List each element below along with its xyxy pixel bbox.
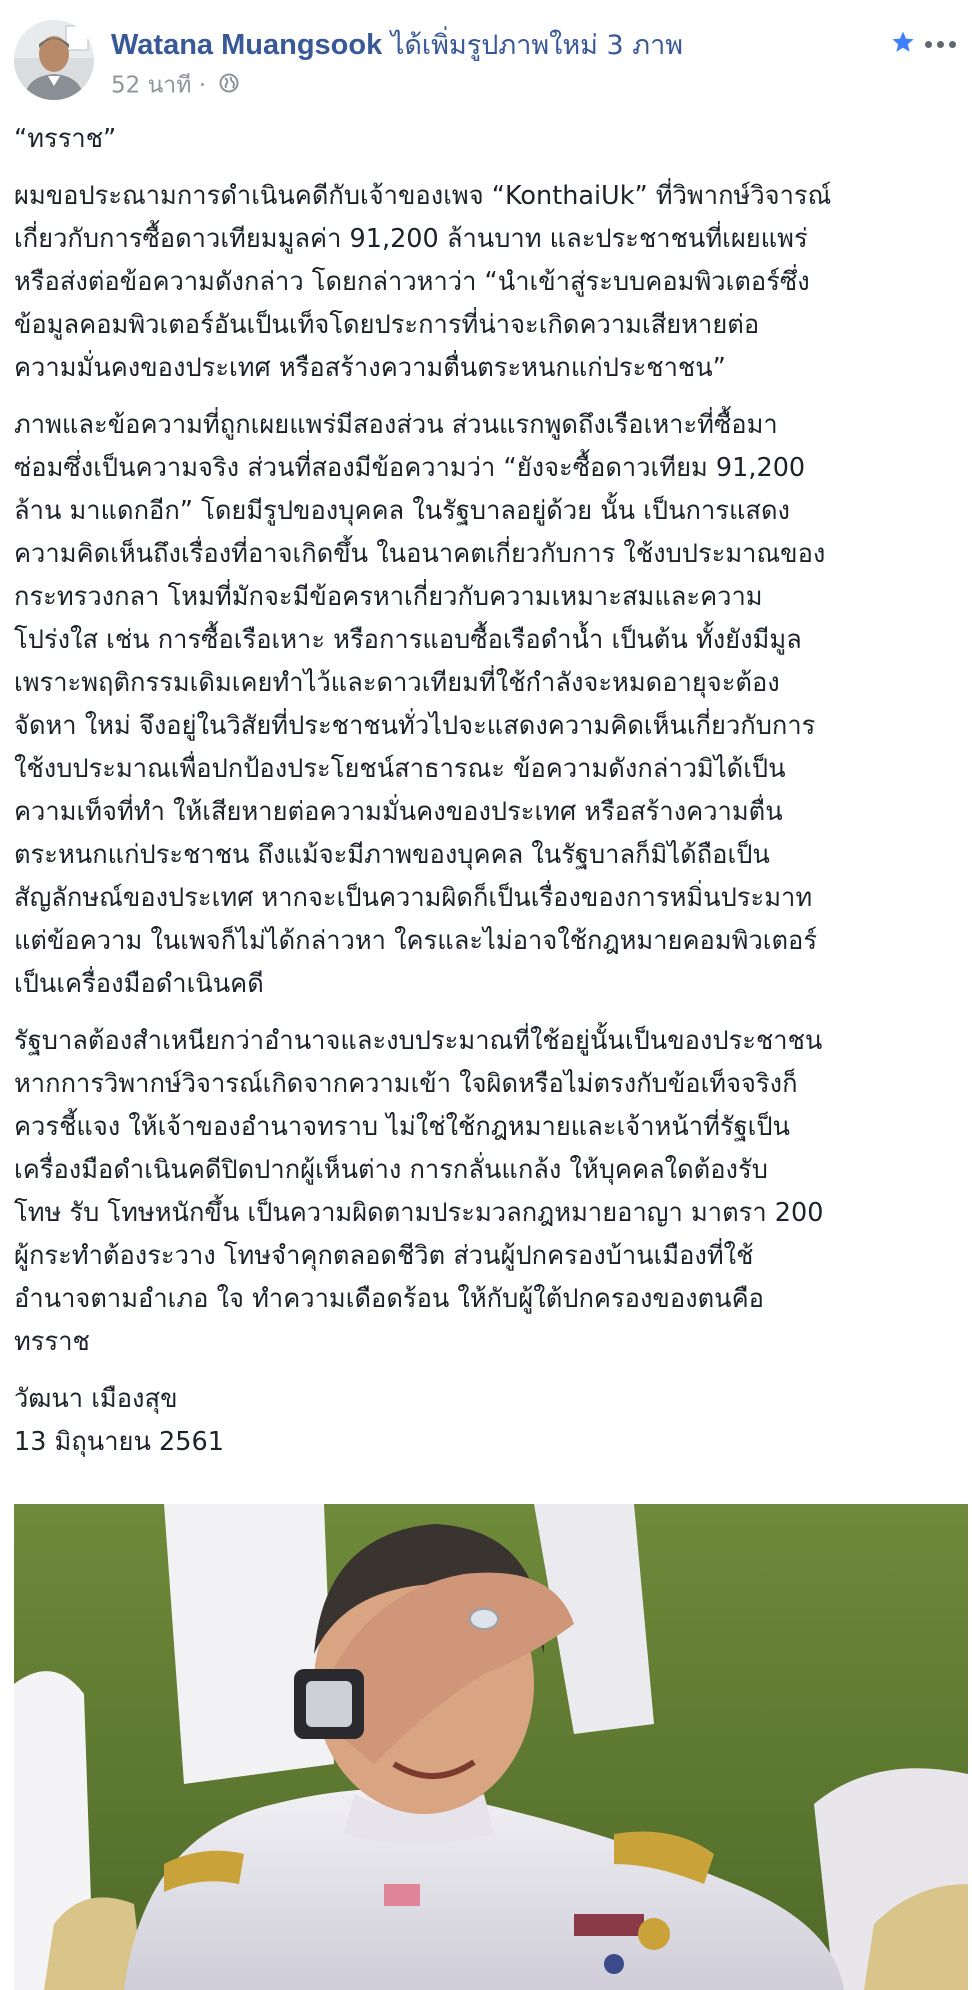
more-options-icon[interactable] — [923, 24, 958, 64]
post-body — [14, 118, 964, 1464]
post-paragraph-1: ผมขอประณามการดำเนินคดีกับเจ้าของเพจ “KonthaiUk” ที่วิพากษ์วิจารณ์ เกี่ยวกับการซื้อดาวเทียมมูลค่า 91,200 ล้านบาท และประชาชนที่เผยแพร่ หรือส่งต่อข้อความดังกล่าว โดยกล่าวหาว่า “นำเข้าสู่ระบบคอมพิวเตอร์ซึ่ง ข้อมูลคอมพิวเตอร์อันเป็นเท็จโดยประการที่น่าจะเกิดความเสียหายต่อ ความมั่นคงของประเทศ หรือสร้างความตื่นตระหนกแก่ประชาชน” — [14, 181, 832, 383]
post-paragraph-2: ภาพและข้อความที่ถูกเผยแพร่มีสองส่วน ส่วนแรกพูดถึงเรือเหาะที่ซื้อมา ซ่อมซึ่งเป็นความจริง ส่วนที่สองมีข้อความว่า “ยังจะซื้อดาวเทียม 91,200 ล้าน มาแดกอีก” โดยมีรูปของบุคคล ในรัฐบาลอยู่ด้วย นั้น เป็นการแสดง ความคิดเห็นถึงเรื่องที่อาจเกิดขึ้น ในอนาคตเกี่ยวกับการ ใช้งบประมาณของ กระทรวงกลา โหมที่มักจะมีข้อครหาเกี่ยวกับความเหมาะสมและความ โปร่งใส เช่น การซื้อเรือเหาะ หรือการแอบซื้อเรือดำน้ำ เป็นต้น ทั้งยังมีมูล เพราะพฤติกรรมเดิมเคยทำไว้และดาวเทียมที่ใช้กำลังจะหมดอายุจะต้อง จัดหา ใหม่ จึงอยู่ในวิสัยที่ประชาชนทั่วไปจะแสดงความคิดเห็นเกี่ยวกับการ ใช้งบประมาณเพื่อปกป้องประโยชน์สาธารณะ ข้อความดังกล่าวมิได้เป็น ความเท็จที่ทำ ให้เสียหายต่อความมั่นคงของประเทศ หรือสร้างความตื่น ตระหนกแก่ประชาชน ถึงแม้จะมีภาพของบุคคล ในรัฐบาลก็มิได้ถือเป็น สัญลักษณ์ของประเทศ หากจะเป็นความผิดก็เป็นเรื่องของการหมิ่นประมาท แต่ข้อความ ในเพจก็ไม่ได้กล่าวหา ใครและไม่อาจใช้กฎหมายคอมพิวเตอร์ เป็นเครื่องมือดำเนินคดี — [14, 410, 826, 999]
post-title: “ทรราช” — [14, 124, 117, 154]
photo-attachment[interactable] — [14, 1504, 968, 1990]
author-avatar[interactable] — [14, 20, 94, 100]
author-line — [111, 24, 683, 66]
photo-image — [14, 1504, 968, 1990]
author-name[interactable]: Watana Muangsook — [111, 29, 383, 61]
header-actions — [891, 24, 958, 64]
post-paragraph-3: รัฐบาลต้องสำเหนียกว่าอำนาจและงบประมาณที่ใช้อยู่นั้นเป็นของประชาชน หากการวิพากษ์วิจารณ์เกิดจากความเข้า ใจผิดหรือไม่ตรงกับข้อเท็จจริงก็ ควรชี้แจง ให้เจ้าของอำนาจทราบ ไม่ใช่ใช้กฎหมายและเจ้าหน้าที่รัฐเป็น เครื่องมือดำเนินคดีปิดปากผู้เห็นต่าง การกลั่นแกล้ง ให้บุคคลใดต้องรับ โทษ รับ โทษหนักขึ้น เป็นความผิดตามประมวลกฎหมายอาญา มาตรา 200 ผู้กระทำต้องระวาง โทษจำคุกตลอดชีวิต ส่วนผู้ปกครองบ้านเมืองที่ใช้ อำนาจตามอำเภอ ใจ ทำความเดือดร้อน ให้กับผู้ใต้ปกครองของตนคือ ทรราช — [14, 1026, 824, 1357]
post-timestamp[interactable]: 52 นาที — [111, 72, 192, 99]
post-meta — [111, 70, 239, 101]
globe-icon[interactable] — [219, 71, 239, 101]
post-header — [14, 20, 958, 104]
avatar-image — [14, 20, 94, 100]
signature-name: วัฒนา เมืองสุข — [14, 1384, 178, 1414]
post-action-text: ได้เพิ่มรูปภาพใหม่ 3 ภาพ — [382, 30, 684, 61]
meta-separator: · — [198, 72, 207, 99]
star-icon[interactable] — [891, 30, 915, 58]
signature-date: 13 มิถุนายน 2561 — [14, 1427, 224, 1457]
